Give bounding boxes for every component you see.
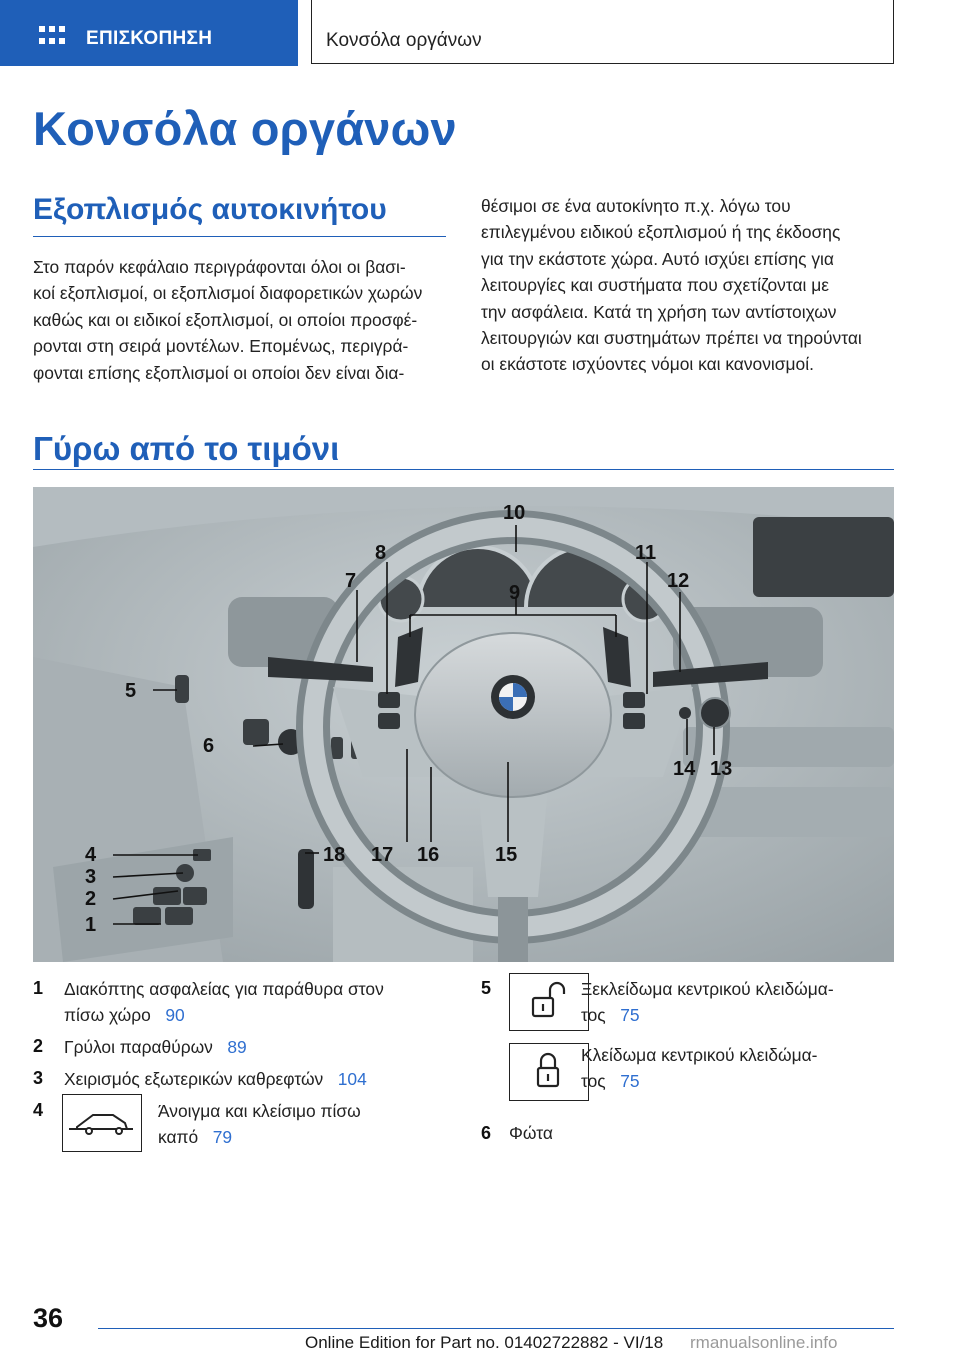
section-heading-equipment: Εξοπλισμός αυτοκινήτου bbox=[33, 193, 387, 226]
text-line: λειτουργιών και συστημάτων πρέπει να τηρούνται bbox=[481, 328, 862, 349]
callout-2: 2 bbox=[85, 888, 97, 910]
breadcrumb bbox=[311, 0, 894, 64]
bonnet-release bbox=[298, 849, 314, 909]
page-ref-link[interactable]: 90 bbox=[165, 1005, 185, 1025]
callout-15: 15 bbox=[495, 844, 518, 866]
section-divider bbox=[33, 236, 446, 237]
text-line: για την εκάστοτε χώρα. Αυτό ισχύει επίσης για bbox=[481, 248, 834, 269]
ignition-button bbox=[679, 707, 691, 719]
legend-item-1 bbox=[64, 976, 454, 1028]
page-ref-link[interactable]: 75 bbox=[620, 1071, 640, 1091]
wheel-button bbox=[623, 713, 645, 729]
wheel-button bbox=[623, 692, 645, 708]
text-line: επιλεγμένου ειδικού εξοπλισμού ή της έκδοσης bbox=[481, 222, 841, 243]
page-title: Κονσόλα οργάνων bbox=[33, 102, 457, 155]
section-heading-steering-wheel: Γύρω από το τιμόνι bbox=[33, 430, 340, 467]
footer-divider bbox=[98, 1328, 894, 1329]
callout-1: 1 bbox=[85, 914, 97, 936]
steering-spoke-bottom bbox=[478, 787, 548, 897]
unlock-icon bbox=[509, 973, 589, 1031]
wheel-button bbox=[378, 692, 400, 708]
legend-item-2 bbox=[64, 1034, 454, 1060]
page-ref-link[interactable]: 79 bbox=[212, 1127, 233, 1147]
central-display bbox=[753, 517, 894, 597]
callout-18: 18 bbox=[323, 844, 346, 866]
tailgate-icon bbox=[62, 1094, 142, 1152]
legend-number: 3 bbox=[33, 1068, 44, 1088]
window-switch bbox=[133, 907, 161, 925]
cockpit-drawing bbox=[33, 487, 894, 962]
legend-number: 6 bbox=[481, 1123, 492, 1143]
callout-8: 8 bbox=[375, 542, 387, 564]
text-line: λειτουργίες και συστήματα που σχετίζονται με bbox=[481, 275, 829, 296]
callout-14: 14 bbox=[673, 758, 696, 780]
paragraph-left bbox=[33, 254, 453, 386]
legend-text: Χειρισμός εξωτερικών καθρεφτών bbox=[64, 1069, 324, 1089]
legend-text: Γρύλοι παραθύρων bbox=[64, 1037, 213, 1057]
callout-11: 11 bbox=[635, 542, 657, 564]
lock-icon bbox=[509, 1043, 589, 1101]
callout-10: 10 bbox=[503, 502, 526, 524]
start-stop-button bbox=[700, 698, 730, 728]
text-line: οι εκάστοτε ισχύοντες νόμοι και κανονισμοί. bbox=[481, 354, 814, 375]
breadcrumb-text: Κονσόλα οργάνων bbox=[326, 30, 482, 51]
overview-tab-label: ΕΠΙΣΚΟΠΗΣΗ bbox=[86, 28, 213, 49]
text-line: την ασφάλεια. Κατά τη χρήση των αντίστοιχων bbox=[481, 301, 837, 322]
watermark-site: rmanualsonline.info bbox=[690, 1333, 838, 1352]
page-number: 36 bbox=[33, 1303, 64, 1333]
legend-item-4 bbox=[158, 1098, 458, 1150]
callout-5: 5 bbox=[125, 680, 137, 702]
legend-text: πίσω χώρο bbox=[64, 1005, 151, 1025]
callout-13: 13 bbox=[710, 758, 733, 780]
legend-text: Φώτα bbox=[509, 1123, 553, 1143]
page-ref-link[interactable]: 104 bbox=[337, 1069, 367, 1089]
steering-column bbox=[498, 897, 528, 962]
light-button bbox=[243, 719, 269, 745]
legend-item-5-unlock bbox=[581, 976, 901, 1028]
legend-text: τος bbox=[581, 1005, 606, 1025]
text-line: ρονται στη σειρά μοντέλων. Επομένως, περιγρά‐ bbox=[33, 336, 409, 357]
callout-7: 7 bbox=[345, 570, 357, 592]
window-switch bbox=[153, 887, 181, 905]
callout-17: 17 bbox=[371, 844, 394, 866]
callout-9: 9 bbox=[509, 582, 521, 604]
paragraph-right bbox=[481, 193, 901, 378]
callout-6: 6 bbox=[203, 735, 215, 757]
page-ref-link[interactable]: 89 bbox=[227, 1037, 247, 1057]
legend-text: τος bbox=[581, 1071, 606, 1091]
callout-16: 16 bbox=[417, 844, 440, 866]
grid-icon bbox=[39, 26, 65, 46]
wheel-button bbox=[378, 713, 400, 729]
cockpit-illustration bbox=[33, 487, 894, 962]
legend-item-6 bbox=[509, 1120, 809, 1146]
callout-12: 12 bbox=[667, 570, 690, 592]
section-divider bbox=[33, 469, 894, 470]
legend-number: 2 bbox=[33, 1036, 44, 1056]
legend-number: 5 bbox=[481, 978, 492, 998]
legend-text: Κλείδωμα κεντρικού κλειδώμα‐ bbox=[581, 1045, 818, 1065]
callout-3: 3 bbox=[85, 866, 97, 888]
text-line: θέσιμοι σε ένα αυτοκίνητο π.χ. λόγω του bbox=[481, 196, 791, 216]
dash-button bbox=[331, 737, 343, 759]
edition-text: Online Edition for Part no. 01402722882 - VI/18 bbox=[305, 1333, 664, 1352]
page-ref-link[interactable]: 75 bbox=[620, 1005, 640, 1025]
legend-number: 4 bbox=[33, 1100, 44, 1120]
legend-number: 1 bbox=[33, 978, 44, 998]
window-switch bbox=[165, 907, 193, 925]
legend-text: Ξεκλείδωμα κεντρικού κλειδώμα‐ bbox=[581, 979, 834, 999]
radio-panel bbox=[693, 787, 894, 837]
legend-item-3 bbox=[64, 1066, 454, 1092]
callout-4: 4 bbox=[85, 844, 97, 866]
window-switch bbox=[183, 887, 207, 905]
text-line: κοί εξοπλισμοί, οι εξοπλισμοί διαφορετικών χωρών bbox=[33, 283, 423, 304]
text-line: καθώς και οι ειδικοί εξοπλισμοί, οι οποίοι προσφέ‐ bbox=[33, 309, 418, 330]
text-line: Στο παρόν κεφάλαιο περιγράφονται όλοι οι βασι‐ bbox=[33, 257, 406, 277]
legend-text: Διακόπτης ασφαλείας για παράθυρα στον bbox=[64, 979, 384, 999]
overview-tab[interactable] bbox=[0, 0, 298, 66]
legend-text: Άνοιγμα και κλείσιμο πίσω bbox=[158, 1101, 361, 1121]
legend-text: καπό bbox=[158, 1127, 199, 1147]
central-lock-buttons bbox=[175, 675, 189, 703]
text-line: φονται επίσης εξοπλισμοί οι οποίοι δεν είναι δια‐ bbox=[33, 362, 405, 383]
legend-item-5-lock bbox=[581, 1042, 901, 1094]
